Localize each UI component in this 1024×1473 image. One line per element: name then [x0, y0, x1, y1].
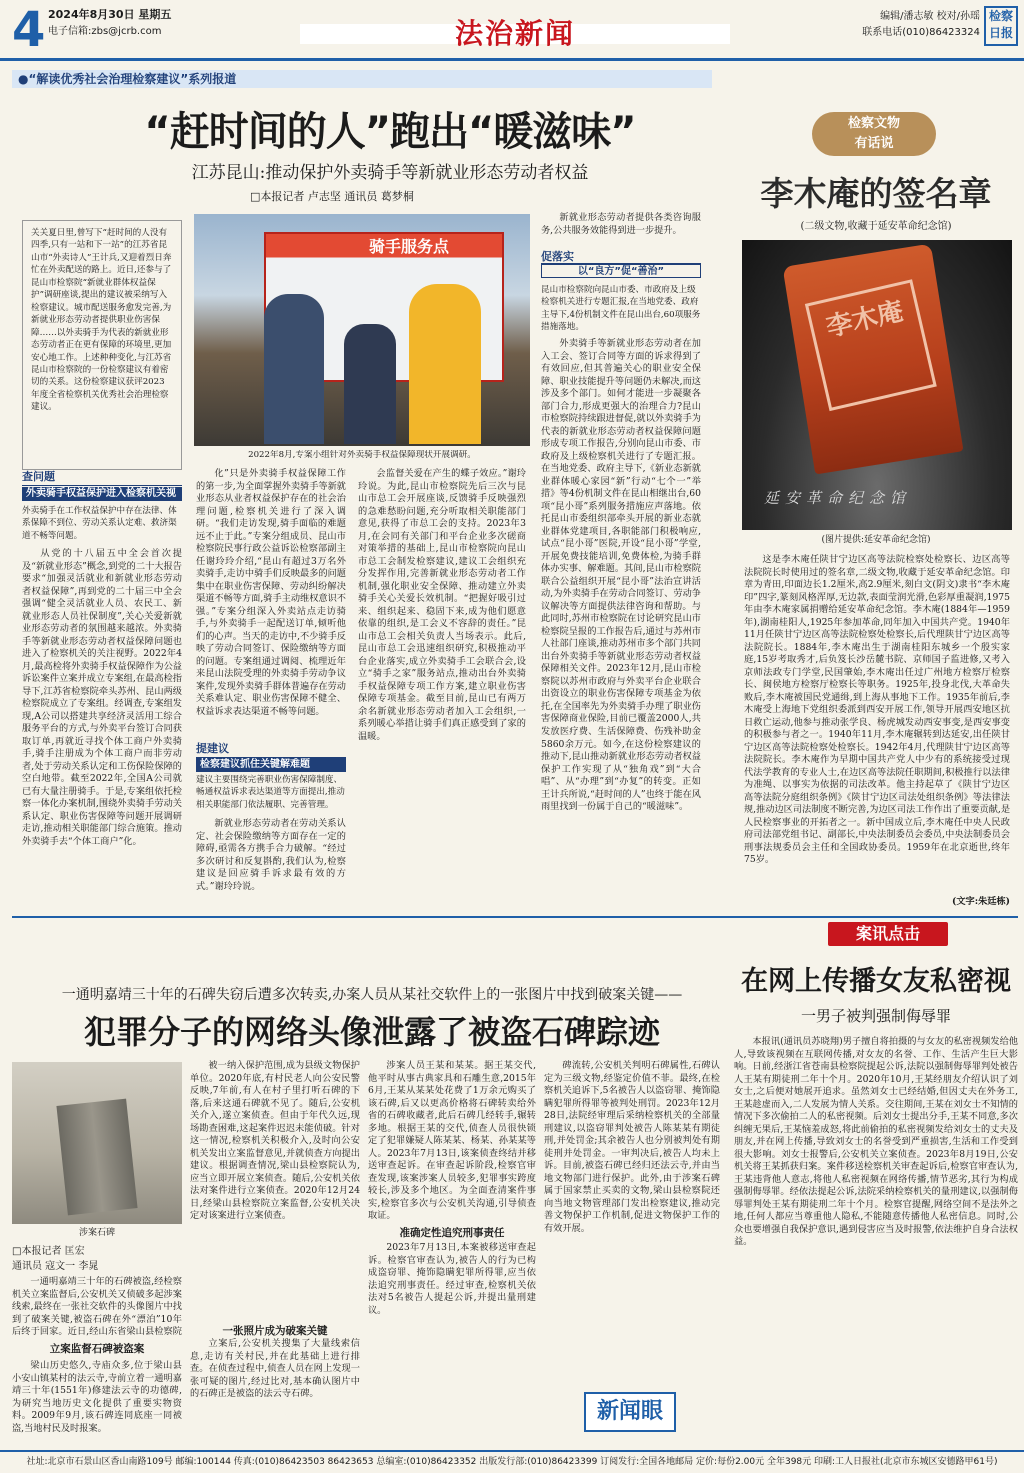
body-text: 梁山历史悠久,寺庙众多,位于梁山县小安山镇某村的法云寺,寺前立着一通明嘉靖三十年(1551年)修建法云寺的功德碑,为研究当地历史文化提供了重要实物资料。2009年9月,该石碑连同底座一同被盗,当地村民及时报案。 [12, 1360, 182, 1434]
feature-tag [812, 112, 936, 156]
news-eye-logo: 新闻眼 [584, 1392, 676, 1432]
seal-photo [742, 240, 1012, 530]
sidebar2-kicker: 提建议 [196, 742, 346, 758]
main-photo-caption: 2022年8月,专案小组针对外卖骑手权益保障现状开展调研。 [248, 450, 476, 460]
main-column-d [541, 212, 701, 248]
sidebar1-text: 外卖骑手在工作权益保护中存在法律、体系保障不到位、劳动关系认定难、救济渠道不畅等问题。 [22, 506, 177, 541]
sidebar3-title: 以“良方”促“善治” [541, 264, 701, 278]
prosecutor-figure-2 [344, 324, 396, 444]
seal-photo-caption: (图片提供:延安革命纪念馆) [821, 535, 931, 545]
editors-line: 编辑/潘志敏 校对/孙瑶 [880, 11, 980, 22]
stele-photo-caption: 涉案石碑 [78, 1228, 115, 1238]
body-text: 2023年7月13日,本案被移送审查起诉。检察官审查认为,被告人的行为已构成盗窃罪、掩饰隐瞒犯罪所得罪,应当依法追究刑事责任。经过审查,检察机关依法对5名被告人提起公诉,并提出量刑建议。 [368, 1242, 536, 1316]
feature-subtitle: (二级文物,收藏于延安革命纪念馆) [800, 221, 952, 232]
main-column-d2 [541, 338, 701, 910]
bottom-kicker: 一通明嘉靖三十年的石碑失窃后遭多次转卖,办案人员从某社交软件上的一张图片中找到破案关键—— [61, 987, 683, 1003]
main-column-b2 [196, 818, 346, 910]
body-text: 新就业形态劳动者提供各类咨询服务,公共服务效能得到进一步提升。 [541, 212, 701, 236]
newspaper-logo: 检察日报 [984, 6, 1018, 46]
body-text: 从党的十八届五中全会首次提及“新就业形态”概念,到党的二十大报告要求“加强灵活就业和新就业形态劳动者权益保障”,再到党的二十届三中全会强调“健全灵活就业人员、农民工、新就业形态人员社保制度”,关心关爱新就业形态劳动者的氛围越来越浓。外卖骑手等新就业形态劳动者权益保障问题也进入了检察机关的关注视野。2022年4月,最高检将外卖骑手权益保障作为公益诉讼案件立案并成立专案组,在最高检指导下,江苏省检察院牵头苏州、昆山两级检察院成立了专案组。经调查,专案组发现,A公司以搭建共享经济灵活用工综合服务平台的方式,与外卖平台签订合同获取订单,再就近寻找个体工商户外卖骑手,骑手注册成为个体工商户而非劳动者,处于劳动关系认定和工伤保险保障的空白地带。截至2022年,全国A公司就已有大量注册骑手。于是,专案组依托检察一体化办案机制,围绕外卖骑手劳动关系认定、职业伤害保障等问题开展调研走访,推动相关职能部门综合施策。推动外卖骑手去“个体工商户”化。 [22, 548, 182, 847]
main-column-c [358, 468, 526, 910]
bottom-subhead-b: 一张照片成为破案关键 [222, 1325, 328, 1337]
sidebar1-kicker: 查问题 [22, 470, 182, 486]
brief-subhead: 一男子被判强制侮辱罪 [800, 1007, 951, 1025]
brief-headline[interactable]: 在网上传播女友私密视 [741, 966, 1011, 997]
prosecutor-figure [264, 294, 324, 444]
sidebar2-text: 建议主要围绕完善职业伤害保障制度、畅通权益诉求表达渠道等方面提出,推动相关职能部门依法履职、完善管理。 [196, 775, 345, 810]
main-byline: □本报记者 卢志坚 通讯员 葛梦桐 [250, 190, 414, 203]
email-line: 电子信箱:zbs@jcrb.com [48, 26, 162, 37]
page-number: 4 [12, 6, 46, 56]
seal-stone [782, 244, 963, 475]
sidebar3-text: 昆山市检察院向昆山市委、市政府及上级检察机关进行专题汇报,在当地党委、政府主导下,4份机制文件在昆山出台,60项服务措施落地。 [541, 285, 701, 332]
body-text: 外卖骑手等新就业形态劳动者在加入工会、签订合同等方面的诉求得到了有效回应,但其普遍关心的职业安全保障、职业技能提升等问题仍未解决,而这涉及多个部门。如何才能进一步凝聚各部门合力,形成更强大的治理合力?昆山市检察院持续跟进督促,就以外卖骑手为代表的新就业形态劳动者权益保障问题形成专项工作报告,分别向昆山市委、市政府及上级检察机关进行了专题汇报。在当地党委、政府主导下,《新业态新就业群体暖心家园“新”行动“七个一”举措》等4份机制文件在昆山相继出台,60项“昆小哥”系列服务措施应声落地。依托昆山市委组织部牵头开展的新业态就业群体党建项目,各职能部门积极响应,试点“昆小哥”医院,开设“昆小哥”学堂,开展免费技能培训,免费体检,为骑手群体办实事、解难题。其间,昆山市检察院联合公益组织开展“昆小哥”法治宣讲活动,为外卖骑手在劳动合同签订、劳动争议解决等方面提供法律咨询和帮助。与此同时,苏州市检察院在讨论研究昆山市检察院呈报的工作报告后,通过与苏州市人社部门座谈,推动苏州市多个部门共同出台外卖骑手等新就业形态劳动者权益保障相关文件。2023年12月,昆山市检察院以苏州市政府与外卖平台企业联合出资设立的职业伤害保障专项基金为依托,在全国率先为外卖骑手办理了职业伤害保障商业保险,目前已覆盖2000人,共发放医疗费、生活保障费、伤残补助金5860余万元。如今,在这份检察建议的推动下,昆山推动新就业形态劳动者权益保护工作实现了从“独角戏”到“大合唱”、从“办理”到“办复”的转变。正如王计兵所说,“赶时间的人”也终于能在风雨里找到一份属于自己的“暖滋味”。 [541, 338, 701, 813]
body-text: 本报讯(通讯员苏晓翔)男子擅自将拍摄的与女友的私密视频发给他人,导致该视频在互联网传播,对女友的名誉、工作、生活产生巨大影响。日前,经浙江省苍南县检察院提起公诉,法院以强制侮辱罪判处被告人王某有期徒刑二年十个月。2020年10月,王某经朋友介绍认识了刘女士,之后便对她展开追求。虽然刘女士已经结婚,但因丈夫在外务工,王某趁虚而入,二人发展为情人关系。交往期间,王某在刘女士不知情的情况下多次偷拍二人的私密视频。后刘女士提出分手,王某不同意,多次纠缠无果后,王某恼羞成怒,将此前偷拍的私密视频发给刘女士的丈夫及朋友,并在网上传播,导致刘女士的名誉受到严重损害,生活和工作受到很大影响。刘女士报警后,公安机关立案侦查。2023年8月19日,公安机关将王某抓获归案。案件移送检察机关审查起诉后,检察官审查认为,王某违背他人意志,将他人私密视频在网络传播,情节恶劣,其行为构成强制侮辱罪。经依法提起公诉,法院采纳检察机关的量刑建议,以强制侮辱罪判处王某有期徒刑二年十个月。检察官提醒,网络空间不是法外之地,任何人都应当尊重他人隐私,不能随意传播他人私密信息。同时,公众也要增强自我保护意识,遇到侵害应当及时报警,依法维护自身合法权益。 [734, 1036, 1018, 1248]
main-photo [194, 214, 530, 446]
series-banner: ●“解读优秀社会治理检察建议”系列报道 [12, 70, 712, 88]
body-text: 新就业形态劳动者在劳动关系认定、社会保险缴纳等方面存在一定的障碍,亟需各方携手合力破解。“经过多次研讨和反复斟酌,我们认为,检察建议是回应骑手诉求最有效的方式。”谢玲玲说。 [196, 818, 346, 892]
stele-photo [12, 1062, 182, 1224]
bottom-subhead-c: 准确定性追究刑事责任 [399, 1227, 505, 1239]
main-column-b [196, 468, 346, 738]
byline-correspondents: 通讯员 寇文一 李晁 [12, 1261, 99, 1272]
intro-box [22, 220, 182, 470]
bottom-column-b [190, 1060, 360, 1438]
feature-tag-line1: 检察文物 [847, 116, 900, 131]
seal-engraving: 延安革命纪念馆 [764, 489, 912, 507]
main-column-a [22, 548, 182, 908]
bottom-column-a2 [12, 1360, 182, 1438]
page-footer: 社址:北京市石景山区香山南路109号 邮编:100144 传真:(010)86423503 86423653 总编室:(010)86423352 出版发行部:(010)86423399 订阅发行:全国各地邮局 定价:每份2.00元 全年398元 印刷:工人日报社(北京市东城区安德路甲61号) [0, 1450, 1024, 1473]
feature-body [744, 554, 1010, 908]
sidebar2-title: 检察建议抓住关键解难题 [196, 758, 346, 772]
sidebar1-title: 外卖骑手权益保护进入检察机关视 [22, 487, 182, 501]
body-text: 这是李木庵任陕甘宁边区高等法院检察处检察长、边区高等法院院长时使用过的签名章,二级文物,收藏于延安革命纪念馆。印章为青田,印面边长1.2厘米,高2.9厘米,刻白文(阴文)隶书“李木庵印”四字,篆刻风格浑厚,无边款,表面莹润光滑,色彩厚重凝润,1975年由李木庵家属捐赠给延安革命纪念馆。李木庵(1884年—1959年),湖南桂阳人,1925年参加革命,同年加入中国共产党。1940年11月任陕甘宁边区高等法院检察处检察长,后代理陕甘宁边区高等法院院长。1884年,李木庵出生于湖南桂阳东城乡一个殷实家庭,15岁考取秀才,后负笈长沙岳麓书院、京师国子监进修,又考入京师法政专门学堂,民国肇始,李木庵出任过广州地方检察厅检察长、闽侯地方检察厅检察长等职务。1925年,投身北伐,大革命失败后,李木庵被国民党通缉,到上海从事地下工作。1935年前后,李木庵受上海地下党组织委派到西安开展工作,领导开展西安地区抗日救亡运动,他参与推动张学良、杨虎城发动西安事变,是西安事变的积极参与者之一。1940年11月,李木庵辗转到达延安,出任陕甘宁边区高等法院检察处检察长。1942年4月,代理陕甘宁边区高等法院院长。李木庵作为早期中国共产党人中少有的系统接受过现代法学教育的专业人士,在边区高等法院任职期间,积极推行以法律为准绳、以事实为依据的司法改革。他主持起草了《陕甘宁边区高等法院分庭组织条例》《陕甘宁边区司法处组织条例》等法律法规,推动边区司法制度不断完善,为边区司法工作作出了重要贡献,是人民检察事业的开拓者之一。新中国成立后,李木庵任中央人民政府司法部党组书记、副部长,中央法制委员会委员,中央法制委员会刑事法规委员会主任和全国政协委员。1959年在北京逝世,终年75岁。 [744, 554, 1010, 866]
bottom-byline [12, 1244, 182, 1274]
main-subhead: 江苏昆山:推动保护外卖骑手等新就业形态劳动者权益 [191, 163, 589, 183]
stele-shape [56, 1099, 137, 1216]
main-headline[interactable]: “赶时间的人”跑出“暖滋味” [144, 109, 636, 155]
case-news-badge: 案讯点击 [828, 922, 948, 946]
phone-line: 联系电话(010)86423324 [862, 27, 980, 38]
body-text: 化”只是外卖骑手权益保障工作的第一步,为全面掌握外卖骑手等新就业形态从业者权益保护存在的社会治理问题,检察机关进行了深入调研。“我们走访发现,骑手面临的难题远不止于此。”专案分组成员、昆山市检察院民事行政公益诉讼检察部副主任谢玲玲介绍,“昆山有超过3万名外卖骑手,走访中骑手们反映最多的问题集中在职业伤害保障、劳动纠纷解决渠道不畅等方面,骑手主动维权意识不强。”专案分组深入外卖站点走访骑手,与外卖骑手一起配送订单,倾听他们的心声。当天的走访中,不少骑手反映了劳动合同签订、保险缴纳等方面的问题。专案组通过调阅、梳理近年来昆山法院受理的外卖骑手劳动争议案件,发现外卖骑手群体普遍存在劳动关系难认定、职业伤害保障不健全、权益诉求表达渠道不畅等问题。 [196, 468, 346, 717]
body-text: 涉案人员王某和某某。据王某交代,他平时从事古典家具和石雕生意,2015年6月,王某从某某处花费了1万余元购买了该石碑,后又以更高价格将石碑转卖给外省的石碑收藏者,此后石碑几经转手,辗转多地。根据王某的交代,侦查人员很快锁定了犯罪嫌疑人陈某某、杨某、孙某某等人。2023年7月13日,该案侦查终结并移送审查起诉。在审查起诉阶段,检察官审查发现,该案涉案人员较多,犯罪事实跨度较长,涉及多个地区。为全面查清案件事实,检察官多次与公安机关沟通,引导侦查取证。 [368, 1060, 536, 1222]
feature-author: (文字:朱廷栋) [951, 896, 1010, 907]
byline-reporter: □本报记者 匡宏 [12, 1246, 85, 1257]
issue-date: 2024年8月30日 星期五 [48, 8, 172, 21]
bottom-column-a [12, 1276, 182, 1338]
seal-mark: 李木庵 [805, 279, 937, 411]
section-divider [12, 916, 1018, 918]
feature-title[interactable]: 李木庵的签名章 [760, 174, 992, 213]
section-title: 法治新闻 [454, 17, 575, 50]
header-rule [0, 58, 1024, 61]
body-text: 碑流转,公安机关判明石碑属性,石碑认定为三级文物,经鉴定价值不菲。最终,在检察机关追诉下,5名被告人以盗窃罪、掩饰隐瞒犯罪所得罪等被判处刑罚。2023年12月28日,法院经审理后采纳检察机关的全部量刑建议,以盗窃罪判处被告人陈某某有期徒刑,并处罚金;其余被告人也分别被判处有期徒刑并处罚金。一审判决后,被告人均未上诉。目前,被盗石碑已经归还法云寺,并由当地文物部门进行保护。此外,由于涉案石碑属于国家禁止买卖的文物,梁山县检察院还向当地文物管理部门发出检察建议,推动完善文物保护工作机制,促进文物保护工作的有效开展。 [544, 1060, 720, 1234]
bottom-column-c [368, 1060, 536, 1438]
body-text: 一通明嘉靖三十年的石碑被盗,经检察机关立案监督后,公安机关又侦破多起涉案线索,最终在一张社交软件的头像图片中找到了破案关键,被盗石碑在外“漂泊”10年后终于回家。近日,经山东省梁山县检察院 [12, 1276, 182, 1338]
body-text: 会监督关爱在产生的蝶子效应。”谢玲玲说。为此,昆山市检察院先后三次与昆山市总工会开展座谈,反馈骑手反映强烈的急难愁盼问题,充分听取相关职能部门意见,获得了市总工会的支持。2023年3月,在会同有关部门和平台企业多次磋商对策举措的基础上,昆山市检察院向昆山市总工会制发检察建议,建议工会组织充分发挥作用,完善新就业形态劳动者工作机制,强化职业安全保障、推动建立外卖骑手关心关爱长效机制。“把握好吸引过来、组织起来、稳固下来,成为他们愿意依靠的组织,是工会义不容辞的责任。”昆山市总工会相关负责人当场表示。此后,昆山市总工会迅速组织研究,积极推动平台企业落实,成立外卖骑手工会联合会,设立“骑手之家”服务站点,推动出台外卖骑手权益保障专项工作方案,建立职业伤害保障专项基金。截至目前,昆山已有两万余名新就业形态劳动者加入工会组织,一系列暖心举措让骑手们真正感受到了家的温暖。 [358, 468, 526, 742]
bottom-column-d [544, 1060, 720, 1438]
bottom-headline[interactable]: 犯罪分子的网络头像泄露了被盗石碑踪迹 [83, 1013, 660, 1051]
bottom-subhead-a: 立案监督石碑被盗案 [49, 1343, 145, 1355]
intro-text: 关关夏日里,曾写下“赶时间的人没有四季,只有一站和下一站”的江苏省昆山市“外卖诗人”王计兵,又迎着烈日奔忙在外卖配送的路上。近日,还参与了昆山市检察院“新就业群体权益保护”调研座谈,提出的建议被采纳写入检察建议。城市配送服务愈发完善,为新就业形态劳动者提供职业伤害保障……以外卖骑手为代表的新就业形态劳动者正在更有保障的环境里,更加安心地工作。上述种种变化,与江苏省昆山市检察院的一份检察建议有着密切的关系。这份检察建议获评2023年度全省检察机关优秀社会治理检察建议。 [31, 228, 172, 413]
booth-sign: 骑手服务点 [368, 237, 449, 256]
body-text: 被一纳入保护范围,成为县级文物保护单位。2020年底,有村民老人向公安民警反映,7年前,有人在村子里打听石碑的下落,后来这通石碑就不见了。随后,公安机关介入,遂立案侦查。但由于年代久远,现场勘查困难,这起案件迟迟未能侦破。针对这一情况,检察机关积极介入,及时向公安机关发出立案监督意见,并就侦查方向提出建议。根据调查情况,梁山县检察院认为,应当立即开展立案侦查。随后,公安机关依法对案件进行立案侦查。2020年12月24日,经梁山县检察院立案监督,公安机关决定对该案进行立案侦查。 [190, 1060, 360, 1222]
sidebar3-kicker: 促落实 [541, 250, 701, 264]
rider-figure [409, 284, 481, 444]
brief-body [734, 1036, 1018, 1438]
body-text: 立案后,公安机关搜集了大量线索信息,走访有关村民,并在此基础上进行排查。在侦查过程中,侦查人员在网上发现一张可疑的图片,经过比对,基本确认图片中的石碑正是被盗的法云寺石碑。 [190, 1338, 360, 1400]
feature-tag-line2: 有话说 [854, 136, 894, 151]
